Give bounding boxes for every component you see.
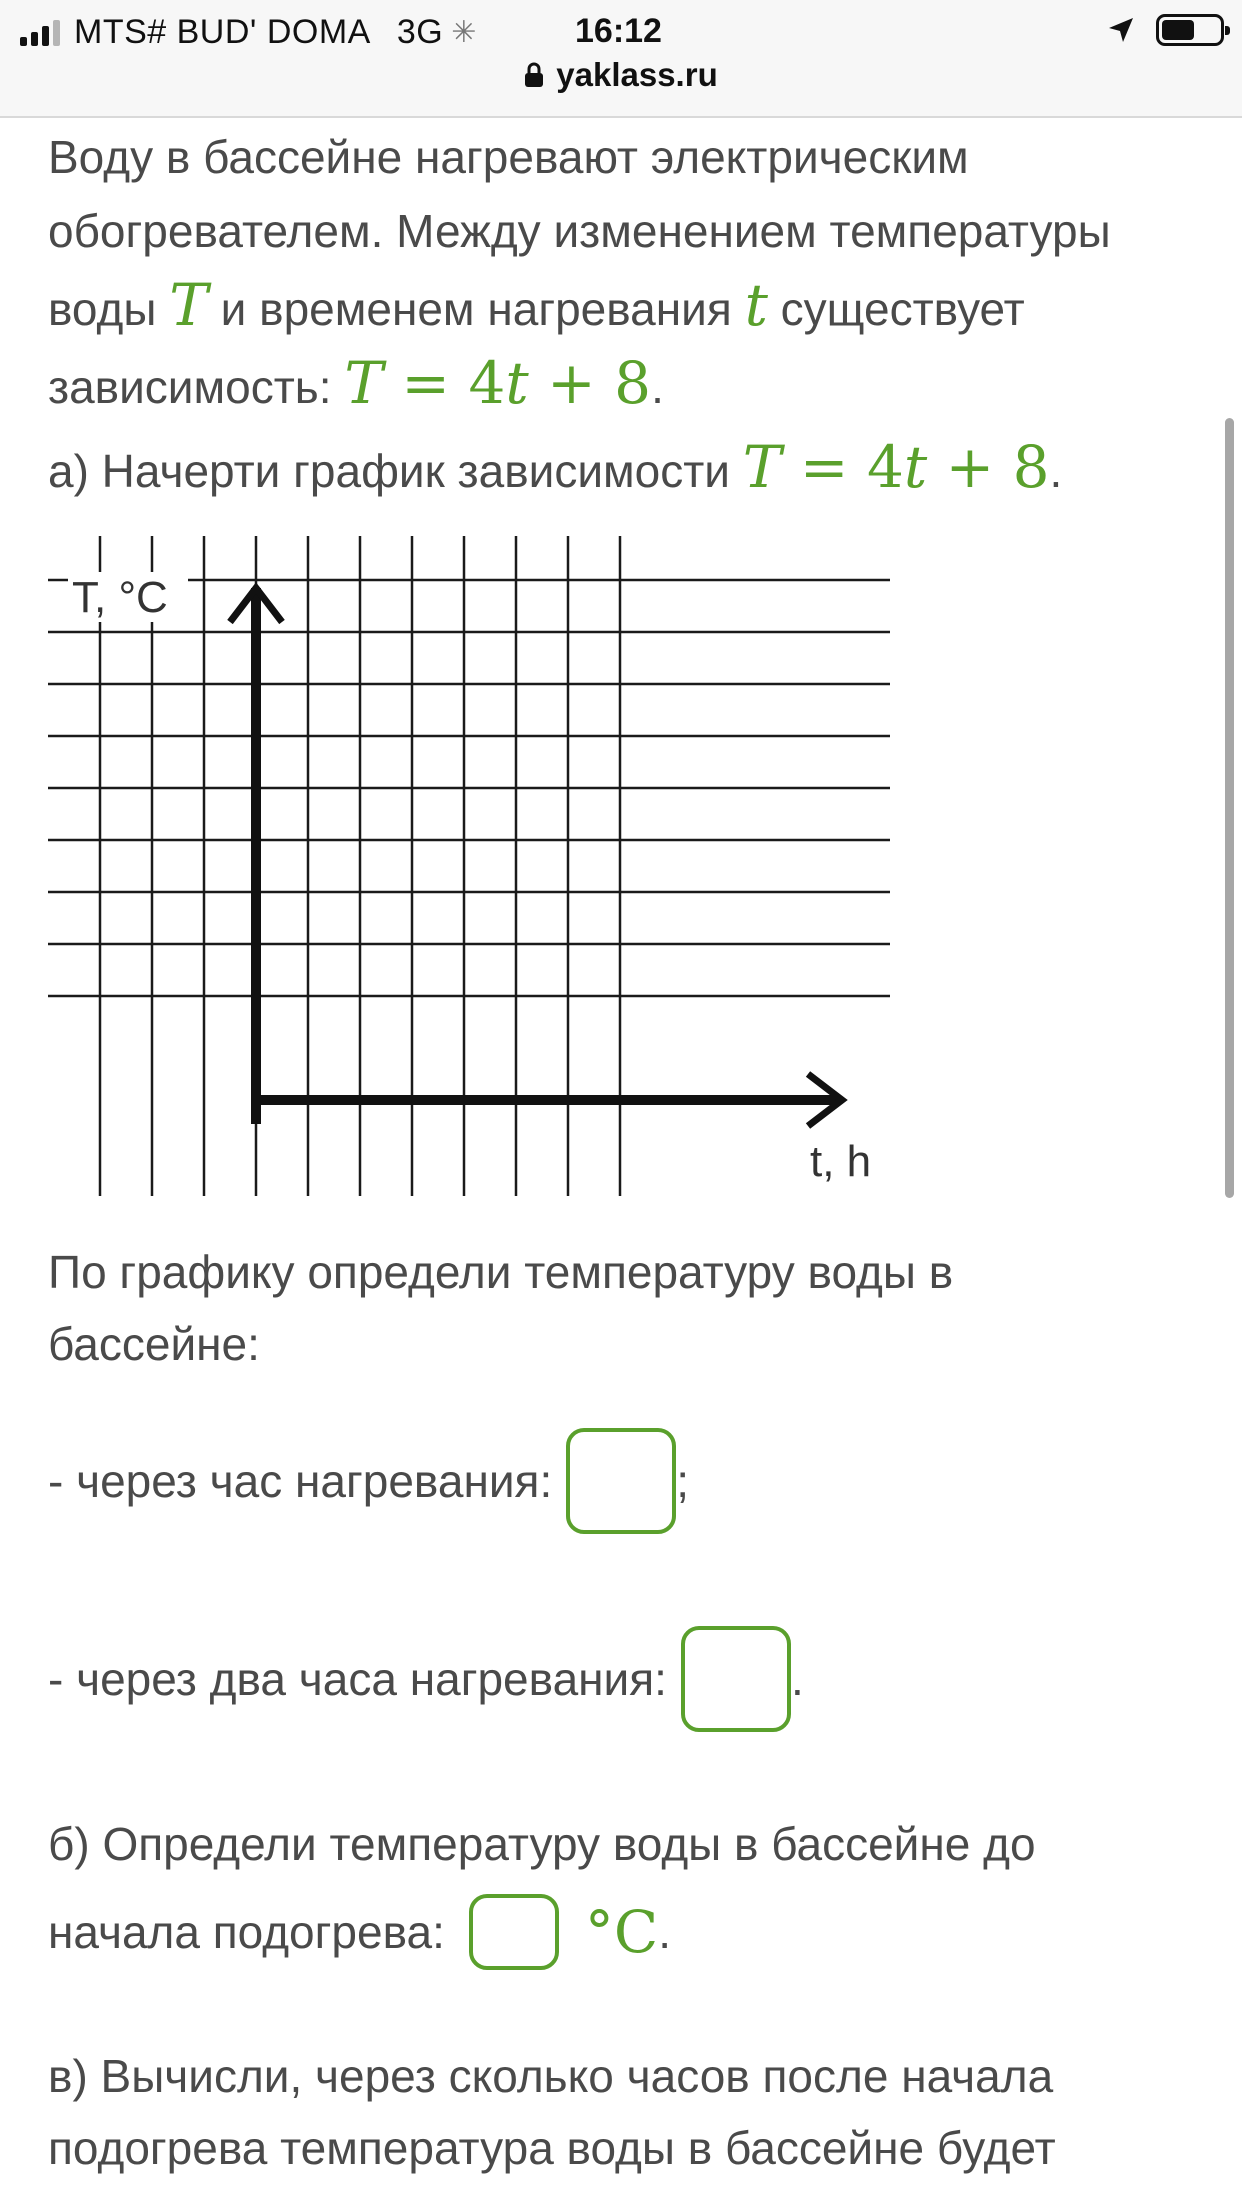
semicolon: ; [676, 1455, 690, 1507]
period: . [658, 1906, 672, 1958]
activity-spinner-icon: ✳ [451, 15, 477, 49]
formula-t: t [505, 349, 529, 417]
formula-T: T [742, 433, 782, 501]
carrier-name: MTS# BUD' DOMA [74, 12, 371, 51]
signal-strength-icon [20, 18, 60, 46]
text-fragment: зависимость: [48, 361, 345, 413]
status-time: 16:12 [575, 12, 662, 50]
formula-rest: = 4 [383, 349, 506, 417]
math-var-T: T [169, 271, 208, 339]
read-graph-line-1: По графику определи температуру воды в [48, 1246, 954, 1298]
read-graph-line-2: бассейне: [48, 1318, 260, 1370]
part-b-line-1: б) Определи температуру воды в бассейне до [48, 1818, 1036, 1870]
question-two-hours [48, 1626, 804, 1732]
location-arrow-icon [1106, 15, 1136, 45]
part-b [48, 1800, 1036, 1976]
period: . [790, 1653, 804, 1705]
problem-line-1: Воду в бассейне нагревают электрическим [48, 131, 969, 183]
formula-rest: = 4 [781, 433, 904, 501]
answer-input-one-hour[interactable] [566, 1428, 676, 1534]
formula-end: + 8 [528, 349, 652, 417]
status-left [20, 12, 477, 52]
x-axis-label: t, h [810, 1137, 872, 1186]
unit-celsius: °C [584, 1898, 659, 1966]
problem-line-4 [48, 346, 1198, 424]
read-graph-prompt [48, 1236, 953, 1380]
y-axis-label: T, °C [72, 573, 168, 622]
scrollbar[interactable] [1225, 418, 1234, 1198]
problem-line-2: обогревателем. Между изменением температуры [48, 205, 1111, 257]
part-a-text: а) Начерти график зависимости [48, 445, 743, 497]
part-v-line-1: в) Вычисли, через сколько часов после начала [48, 2050, 1054, 2102]
period: . [1049, 445, 1063, 497]
graph-grid[interactable] [48, 536, 890, 1196]
formula-t: t [903, 433, 928, 501]
part-v-line-2: подогрева температура воды в бассейне будет [48, 2122, 1056, 2174]
answer-input-two-hours[interactable] [681, 1626, 791, 1732]
formula-T: T [344, 349, 383, 417]
text-fragment: воды [48, 283, 170, 335]
answer-input-initial-temp[interactable] [469, 1894, 559, 1970]
math-var-t: t [744, 271, 768, 339]
period: . [651, 361, 664, 413]
one-hour-label: - через час нагревания: [48, 1455, 553, 1507]
battery-icon [1156, 14, 1224, 46]
address-bar[interactable] [0, 56, 1242, 94]
network-type: 3G [396, 12, 444, 51]
status-bar [0, 0, 1242, 118]
lock-icon [524, 62, 544, 88]
part-a-line [48, 430, 1198, 508]
two-hours-label: - через два часа нагревания: [48, 1653, 667, 1705]
problem-statement [48, 120, 1198, 508]
status-right [1106, 14, 1224, 46]
text-fragment: существует [767, 283, 1025, 335]
part-b-line-2 [48, 1888, 1036, 1976]
formula-end: + 8 [927, 433, 1050, 501]
text-fragment: и временем нагревания [207, 283, 745, 335]
question-one-hour [48, 1428, 689, 1534]
problem-line-3 [48, 268, 1198, 346]
url-text[interactable]: yaklass.ru [556, 56, 718, 93]
part-v [48, 2040, 1056, 2184]
part-b-label: начала подогрева: [48, 1906, 445, 1958]
